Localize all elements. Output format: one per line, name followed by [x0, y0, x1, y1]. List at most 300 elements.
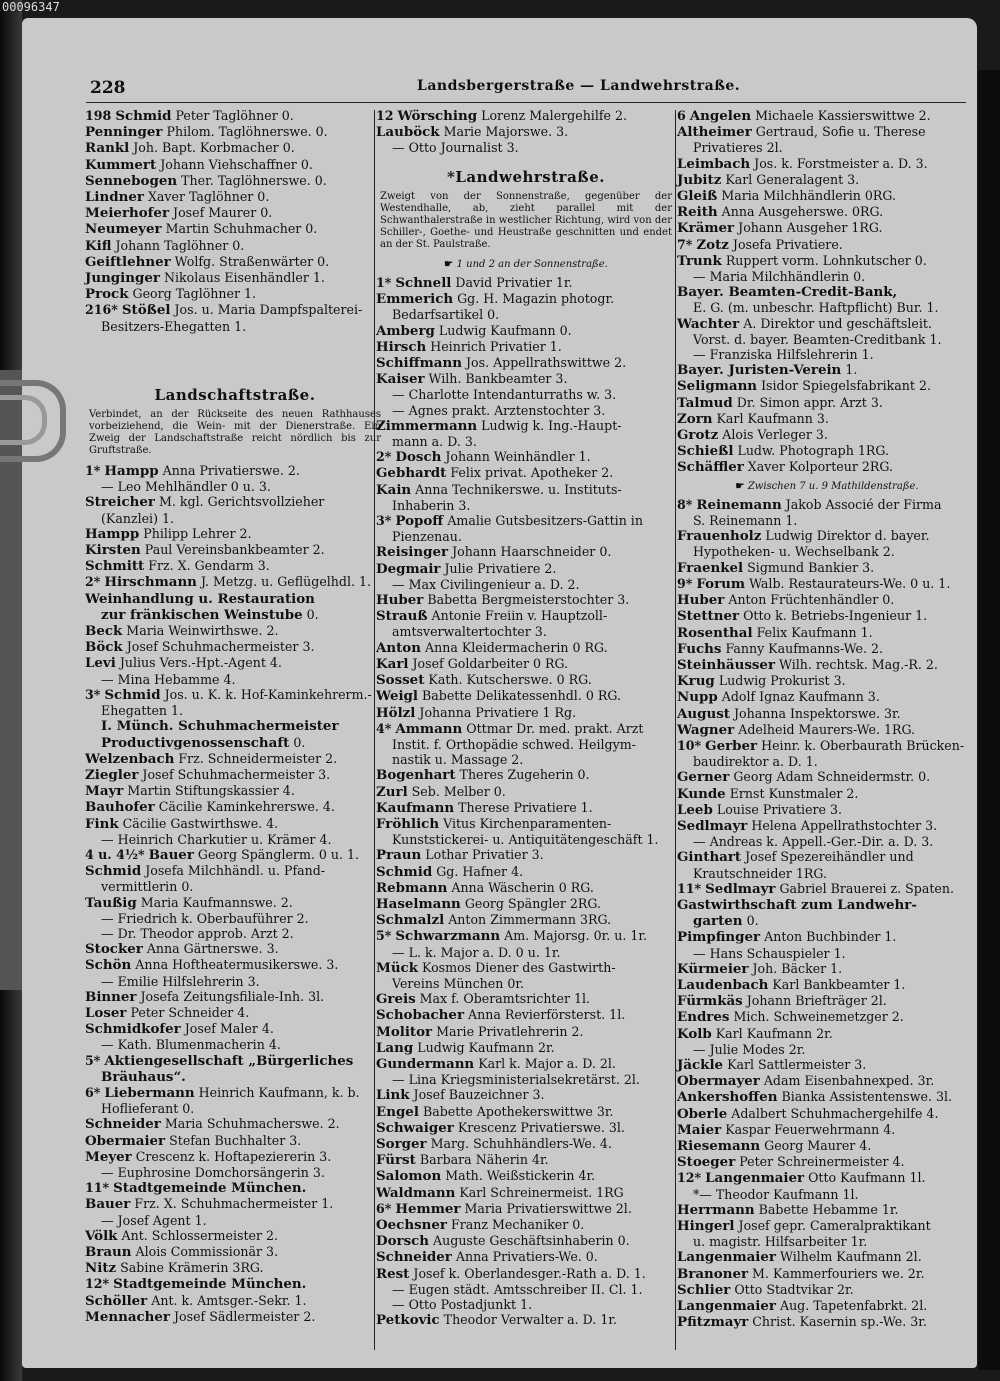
entry-house-number: 2* — [85, 574, 101, 590]
entry-details: Adalbert Schuhmachergehilfe 4. — [731, 1105, 939, 1121]
entry-details: Besitzers-Ehegatten 1. — [101, 318, 247, 334]
directory-entry — [677, 1026, 977, 1042]
directory-entry — [677, 993, 977, 1009]
entry-name: Gebhardt — [376, 465, 447, 482]
directory-entry — [677, 1057, 977, 1073]
directory-entry — [376, 387, 676, 402]
directory-entry — [85, 718, 385, 734]
entry-details: Instit. f. Orthopädie schwed. Heilgym- — [392, 736, 636, 752]
entry-name: Forum — [696, 575, 746, 592]
directory-entry — [85, 1260, 385, 1276]
entry-details: Ludwig Kaufmann 0. — [438, 322, 572, 338]
entry-name: Zotz — [696, 236, 729, 253]
entry-name: Karl — [376, 655, 409, 672]
directory-entry — [376, 529, 676, 544]
entry-name: Hölzl — [376, 704, 416, 721]
directory-entry — [677, 362, 977, 378]
directory-entry — [376, 1233, 676, 1249]
entry-name: Zimmermann — [376, 417, 478, 434]
directory-entry — [376, 1297, 676, 1312]
entry-name: Lauböck — [376, 124, 440, 141]
directory-entry — [376, 912, 676, 928]
entry-name: Pfitzmayr — [677, 1314, 749, 1331]
entry-name: Amberg — [376, 322, 435, 339]
entry-details: Seb. Melber 0. — [411, 783, 506, 799]
entry-name: Bauer — [85, 1196, 131, 1213]
entry-name: Ammann — [395, 720, 463, 737]
entry-details: Babette Delikatessenhdl. 0 RG. — [422, 688, 621, 704]
entry-details: Josef Schuhmachermeister 3. — [142, 766, 331, 782]
directory-entry — [376, 1185, 676, 1201]
entry-name: Dorsch — [376, 1233, 430, 1250]
entry-name: Meierhofer — [85, 205, 170, 222]
entry-name: Trunk — [677, 252, 722, 269]
entry-details: — Max Civilingenieur a. D. 2. — [392, 576, 580, 592]
entry-name: Strauß — [376, 608, 428, 625]
entry-details: Ludwig Kaufmann 2r. — [417, 1039, 555, 1055]
entry-house-number: 4* — [376, 720, 392, 736]
entry-name: Emmerich — [376, 291, 454, 308]
entry-details: Aug. Tapetenfabrkt. 2l. — [779, 1298, 928, 1314]
entry-details: Franz Mechaniker 0. — [450, 1217, 585, 1232]
entry-name: Kaiser — [376, 371, 425, 388]
directory-entry — [677, 427, 977, 443]
entry-name: Frauenholz — [677, 528, 762, 545]
directory-entry — [376, 705, 676, 721]
entry-name: Rest — [376, 1265, 410, 1282]
next-page-edge — [978, 70, 1000, 1370]
entry-details: Johanna Inspektorswe. 3r. — [733, 705, 901, 721]
entry-details: Karl Bankbeamter 1. — [772, 976, 906, 992]
entry-name: Hingerl — [677, 1218, 735, 1235]
directory-entry — [376, 275, 676, 291]
directory-entry — [85, 286, 385, 302]
directory-entry — [376, 640, 676, 656]
directory-entry — [85, 911, 385, 926]
entry-name: Schmid — [376, 863, 433, 880]
entry-name: Hemmer — [395, 1200, 461, 1217]
entry-name: Stößel — [121, 302, 171, 319]
column-2 — [376, 108, 676, 1328]
entry-details: Anna Hoftheatermusikerswe. 3. — [135, 957, 339, 973]
entry-details: — Agnes prakt. Arztenstochter 3. — [392, 402, 606, 418]
entry-name: Productivgenossenschaft — [101, 734, 290, 751]
directory-entry — [376, 355, 676, 371]
entry-name: Pimpfinger — [677, 929, 761, 946]
entry-details: Ther. Taglöhnerswe. 0. — [181, 172, 327, 188]
entry-details: S. Reinemann 1. — [693, 513, 798, 529]
entry-details: Marie Majorswe. 3. — [443, 124, 569, 140]
directory-entry — [677, 124, 977, 140]
entry-details: Vereins München 0r. — [392, 975, 524, 991]
entry-details: Philom. Taglöhnerswe. 0. — [166, 124, 328, 140]
directory-entry — [376, 544, 676, 560]
directory-entry — [85, 1053, 385, 1069]
entry-details: — Hans Schauspieler 1. — [693, 945, 846, 961]
entry-details: Dr. Simon appr. Arzt 3. — [736, 394, 883, 410]
directory-entry — [376, 371, 676, 387]
entry-details: Isidor Spiegelsfabrikant 2. — [761, 378, 931, 394]
entry-name: Streicher — [85, 494, 155, 511]
entry-house-number: 1* — [376, 275, 392, 291]
directory-entry — [376, 1040, 676, 1056]
entry-details: Jakob Associé der Firma — [785, 496, 942, 512]
entry-name: Schnell — [395, 275, 452, 292]
directory-entry — [677, 156, 977, 172]
entry-name: Bayer. Juristen-Verein — [677, 362, 842, 379]
entry-details: Anna Gärtnerswe. 3. — [146, 941, 279, 957]
entry-details: Frz. Schneidermeister 2. — [178, 750, 338, 766]
directory-entry — [677, 316, 977, 332]
directory-entry — [376, 945, 676, 960]
directory-entry — [85, 1021, 385, 1037]
entry-house-number: 6* — [376, 1200, 392, 1216]
entry-name: Waldmann — [376, 1184, 456, 1201]
entry-name: Branoner — [677, 1265, 749, 1282]
directory-entry — [85, 926, 385, 941]
entry-name: Levi — [85, 655, 116, 672]
directory-entry — [376, 1152, 676, 1168]
entry-name: Endres — [677, 1009, 730, 1026]
entry-details: Frz. X. Gendarm 3. — [148, 558, 270, 574]
directory-entry — [376, 672, 676, 688]
directory-entry — [677, 332, 977, 347]
entry-details: Jos. Appellrathswittwe 2. — [465, 355, 627, 371]
directory-entry — [85, 463, 385, 479]
entry-name: Sosset — [376, 672, 425, 689]
directory-entry — [85, 254, 385, 270]
entry-details: Paul Vereinsbankbeamter 2. — [144, 542, 325, 558]
entry-house-number: 6 — [677, 108, 686, 123]
directory-entry — [376, 577, 676, 592]
entry-details: Anna Privatierswe. 2. — [162, 463, 300, 479]
directory-entry — [376, 418, 676, 434]
directory-entry — [376, 1072, 676, 1087]
directory-entry — [85, 1276, 385, 1292]
entry-name: Liebermann — [104, 1084, 195, 1101]
entry-name: Völk — [85, 1227, 118, 1244]
directory-entry — [677, 849, 977, 865]
entry-house-number: 2* — [376, 449, 392, 465]
entry-details: Pienzenau. — [392, 529, 462, 545]
entry-name: Beck — [85, 623, 123, 640]
entry-details: — Heinrich Charkutier u. Krämer 4. — [101, 831, 332, 847]
directory-entry — [677, 395, 977, 411]
entry-name: Seligmann — [677, 378, 758, 395]
entry-name: Welzenbach — [85, 750, 175, 767]
entry-house-number: 12 — [376, 108, 394, 123]
entry-details: Cäcilie Kaminkehrerswe. 4. — [158, 799, 335, 815]
entry-details: Vorst. d. bayer. Beamten-Creditbank 1. — [693, 331, 942, 347]
entry-name: Mennacher — [85, 1308, 170, 1325]
directory-entry — [85, 687, 385, 703]
entry-name: Geiftlehner — [85, 253, 171, 270]
directory-entry — [85, 140, 385, 156]
directory-entry — [677, 528, 977, 544]
entry-details: Krautschneider 1RG. — [693, 865, 827, 881]
entry-name: Schiffmann — [376, 355, 462, 372]
directory-entry — [677, 866, 977, 881]
entry-details: Josef Sädlermeister 2. — [173, 1308, 316, 1324]
entry-name: Mück — [376, 959, 418, 976]
entry-name: Anton — [376, 639, 421, 656]
entry-details: Bedarfsartikel 0. — [392, 307, 500, 323]
entry-house-number: 10* — [677, 737, 702, 753]
entry-details: Ottmar Dr. med. prakt. Arzt — [466, 720, 644, 736]
entry-details: Alois Commissionär 3. — [135, 1244, 279, 1259]
directory-entry — [677, 977, 977, 993]
entry-house-number: 11* — [85, 1180, 110, 1196]
entry-details: Maria Schuhmacherswe. 2. — [164, 1116, 340, 1132]
entry-details: A. Direktor und geschäftsleit. — [743, 315, 932, 331]
entry-name: Bauhofer — [85, 799, 155, 816]
entry-details: Theres Zugeherin 0. — [459, 767, 590, 783]
directory-entry — [677, 641, 977, 657]
entry-details: 0. — [306, 606, 319, 622]
directory-entry — [677, 1234, 977, 1249]
directory-entry — [677, 513, 977, 528]
directory-entry — [376, 403, 676, 418]
entry-name: Krug — [677, 673, 715, 690]
directory-entry — [376, 1217, 676, 1233]
directory-entry — [376, 737, 676, 752]
directory-entry — [677, 657, 977, 673]
entry-details: Frz. X. Schuhmachermeister 1. — [134, 1196, 334, 1212]
entry-details: Joh. Bäcker 1. — [752, 960, 843, 976]
entry-details: Maria Weinwirthswe. 2. — [126, 623, 279, 639]
entry-details: Karl Sattlermeister 3. — [727, 1056, 867, 1072]
entry-name: Lindner — [85, 189, 144, 206]
entry-name: Aktiengesellschaft „Bürgerliches — [104, 1052, 354, 1069]
entry-details: Karl Generalagent 3. — [725, 171, 860, 187]
entry-name: Langenmaier — [677, 1298, 776, 1315]
directory-entry — [677, 722, 977, 738]
entry-details: Georg Adam Schneidermstr. 0. — [733, 769, 931, 785]
directory-entry — [85, 941, 385, 957]
entry-details: Josef gepr. Cameralpraktikant — [738, 1218, 931, 1234]
entry-details: Ludwig Prokurist 3. — [718, 673, 846, 689]
directory-entry — [85, 767, 385, 783]
page-number: 228 — [90, 78, 126, 98]
entry-details: M. Kammerfouriers we. 2r. — [752, 1265, 925, 1281]
entry-name: Nitz — [85, 1260, 117, 1277]
entry-name: Fröhlich — [376, 815, 440, 832]
entry-details: Maria Privatierswittwe 2l. — [464, 1200, 632, 1216]
entry-details: Adolf Ignaz Kaufmann 3. — [721, 689, 880, 705]
entry-details: Josefa Zeitungsfiliale-Inh. 3l. — [140, 988, 325, 1004]
entry-name: Greis — [376, 991, 416, 1008]
entry-details: — Friedrich k. Oberbauführer 2. — [101, 910, 309, 926]
entry-name: Sedlmayr — [705, 880, 776, 897]
entry-details: Josef Bauzeichner 3. — [413, 1087, 545, 1103]
entry-name: Schießl — [677, 443, 734, 460]
entry-name: Haselmann — [376, 895, 461, 912]
entry-details: Babetta Bergmeisterstochter 3. — [427, 592, 630, 608]
binder-clip-inner — [0, 395, 47, 445]
entry-details: Xaver Kolporteur 2RG. — [747, 459, 893, 475]
entry-name: Gerber — [705, 737, 758, 754]
entry-name: Popoff — [395, 513, 444, 530]
entry-details: Ruppert vorm. Lohnkutscher 0. — [725, 252, 927, 268]
entry-name: Ankershoffen — [677, 1089, 778, 1106]
entry-details: Wolfg. Straßenwärter 0. — [174, 253, 330, 269]
entry-details: Karl Kaufmann 2r. — [715, 1025, 833, 1041]
entry-house-number: 5* — [85, 1052, 101, 1068]
entry-details: Vitus Kirchenparamenten- — [443, 815, 612, 831]
entry-details: — Lina Kriegsministerialsekretärst. 2l. — [392, 1072, 640, 1088]
entry-details: Josef k. Oberlandesger.-Rath a. D. 1. — [413, 1265, 646, 1281]
entry-name: August — [677, 705, 730, 722]
directory-entry — [677, 347, 977, 362]
entry-details: Anton Buchbinder 1. — [764, 929, 897, 945]
directory-entry — [376, 1120, 676, 1136]
entry-details: Karl Schreinermeist. 1RG — [459, 1184, 624, 1200]
directory-entry — [85, 623, 385, 639]
entry-name: Praun — [376, 847, 422, 864]
entry-details: Lorenz Malergehilfe 2. — [481, 108, 627, 123]
directory-entry — [85, 847, 385, 863]
entry-details: Julius Vers.-Hpt.-Agent 4. — [119, 655, 282, 671]
entry-details: Kath. Kutscherswe. 0 RG. — [428, 672, 592, 688]
entry-house-number: 3* — [85, 686, 101, 702]
entry-details: Adam Eisenbahnexped. 3r. — [763, 1073, 935, 1089]
directory-entry — [85, 238, 385, 254]
directory-entry — [85, 957, 385, 973]
directory-entry — [677, 459, 977, 475]
entry-details: Heinrich Privatier 1. — [430, 338, 562, 354]
directory-entry — [85, 751, 385, 767]
entry-name: Ziegler — [85, 766, 139, 783]
entry-name: Fraenkel — [677, 559, 744, 576]
directory-entry — [85, 1165, 385, 1180]
directory-entry — [376, 960, 676, 976]
entry-name: Weigl — [376, 688, 419, 705]
directory-entry — [85, 1180, 385, 1196]
entry-name: Langenmaier — [677, 1249, 776, 1266]
entry-details: — Otto Journalist 3. — [392, 140, 519, 156]
entry-details: Ludwig k. Ing.-Haupt- — [481, 417, 622, 433]
entry-house-number: 9* — [677, 575, 693, 591]
running-head: Landsbergerstraße — Landwehrstraße. — [417, 78, 741, 94]
entry-details: Ant. k. Amtsger.-Sekr. 1. — [151, 1292, 307, 1308]
entry-name: Kaufmann — [376, 799, 455, 816]
directory-entry — [85, 511, 385, 526]
entry-details: — L. k. Major a. D. 0 u. 1r. — [392, 944, 561, 960]
entry-details: Helena Appellrathstochter 3. — [751, 817, 938, 833]
entry-details: Josefa Privatiere. — [732, 236, 843, 252]
entry-name: Huber — [376, 592, 424, 609]
directory-entry — [85, 124, 385, 140]
directory-entry — [677, 673, 977, 689]
directory-entry — [376, 832, 676, 847]
directory-entry — [376, 928, 676, 944]
directory-entry — [85, 816, 385, 832]
entry-details: Marg. Schuhhändlers-We. 4. — [430, 1135, 612, 1151]
entry-details: baudirektor a. D. 1. — [693, 754, 818, 770]
directory-entry — [85, 703, 385, 718]
directory-entry — [85, 1293, 385, 1309]
directory-entry — [677, 769, 977, 785]
entry-details: — Julie Modes 2r. — [693, 1041, 806, 1057]
directory-entry — [376, 896, 676, 912]
directory-entry — [677, 592, 977, 608]
entry-details: Maria Milchhändlerin 0RG. — [721, 188, 896, 204]
street-title: Landschaftstraße. — [154, 385, 316, 404]
entry-house-number: 12* — [677, 1170, 702, 1186]
entry-name: Bayer. Beamten-Credit-Bank, — [677, 284, 898, 301]
directory-entry — [376, 1249, 676, 1265]
entry-name: Kolb — [677, 1025, 712, 1042]
directory-entry — [677, 1282, 977, 1298]
directory-entry — [376, 140, 676, 155]
entry-details: M. kgl. Gerichtsvollzieher — [159, 494, 325, 510]
entry-details: Peter Schreinermeister 4. — [739, 1154, 905, 1170]
entry-house-number: 198 — [85, 108, 112, 123]
entry-house-number: 3* — [376, 513, 392, 529]
entry-details: Gg. H. Magazin photogr. — [457, 291, 615, 307]
entry-details: Josef Maurer 0. — [173, 205, 273, 221]
directory-entry — [85, 319, 385, 334]
entry-list — [85, 108, 385, 334]
directory-entry — [85, 270, 385, 286]
directory-entry — [85, 494, 385, 510]
entry-name: Neumeyer — [85, 221, 162, 238]
entry-name: Binner — [85, 988, 137, 1005]
entry-name: Nupp — [677, 689, 718, 706]
entry-house-number: 216* — [85, 302, 118, 318]
directory-entry — [677, 689, 977, 705]
entry-name: Stadtgemeinde München. — [113, 1180, 307, 1197]
directory-entry — [85, 1228, 385, 1244]
entry-name: Krämer — [677, 220, 735, 237]
entry-details: — Emilie Hilfslehrerin 3. — [101, 973, 260, 989]
directory-entry — [85, 1037, 385, 1052]
directory-entry — [85, 221, 385, 237]
entry-name: Bogenhart — [376, 767, 456, 784]
directory-entry — [677, 1218, 977, 1234]
entry-name: Altheimer — [677, 124, 752, 141]
entry-details: — Josef Agent 1. — [101, 1212, 207, 1228]
directory-entry — [85, 672, 385, 687]
entry-name: Wörsching — [397, 108, 478, 124]
entry-details: — Mina Hebamme 4. — [101, 671, 236, 687]
entry-details: Felix Kaufmann 1. — [756, 624, 873, 640]
entry-details: Math. Weißstickerin 4r. — [445, 1168, 596, 1184]
entry-name: Schobacher — [376, 1007, 464, 1024]
directory-entry — [376, 307, 676, 322]
entry-details: Cäcilie Gastwirthswe. 4. — [122, 815, 279, 831]
directory-entry — [85, 542, 385, 558]
directory-entry — [677, 560, 977, 576]
entry-details: Peter Schneider 4. — [130, 1004, 250, 1020]
entry-name: Gerner — [677, 769, 730, 786]
directory-entry — [677, 1106, 977, 1122]
entry-list — [677, 497, 977, 1331]
entry-house-number: 7* — [677, 236, 693, 252]
entry-name: Salomon — [376, 1168, 442, 1185]
directory-entry — [677, 881, 977, 897]
entry-details: Michaele Kassierswittwe 2. — [755, 108, 931, 123]
entry-details: Hypotheken- u. Wechselbank 2. — [693, 544, 895, 560]
entry-details: Louise Privatiere 3. — [716, 801, 843, 817]
entry-details: Jos. u. K. k. Hof-Kaminkehrerm.- — [164, 686, 372, 702]
entry-name: Kummert — [85, 156, 157, 173]
directory-entry — [85, 205, 385, 221]
entry-details: Krescenz Privatierswe. 3l. — [457, 1119, 625, 1135]
entry-house-number: 4 u. 4½* — [85, 846, 145, 862]
entry-details: Martin Schuhmacher 0. — [165, 221, 318, 237]
entry-name: Link — [376, 1087, 410, 1104]
